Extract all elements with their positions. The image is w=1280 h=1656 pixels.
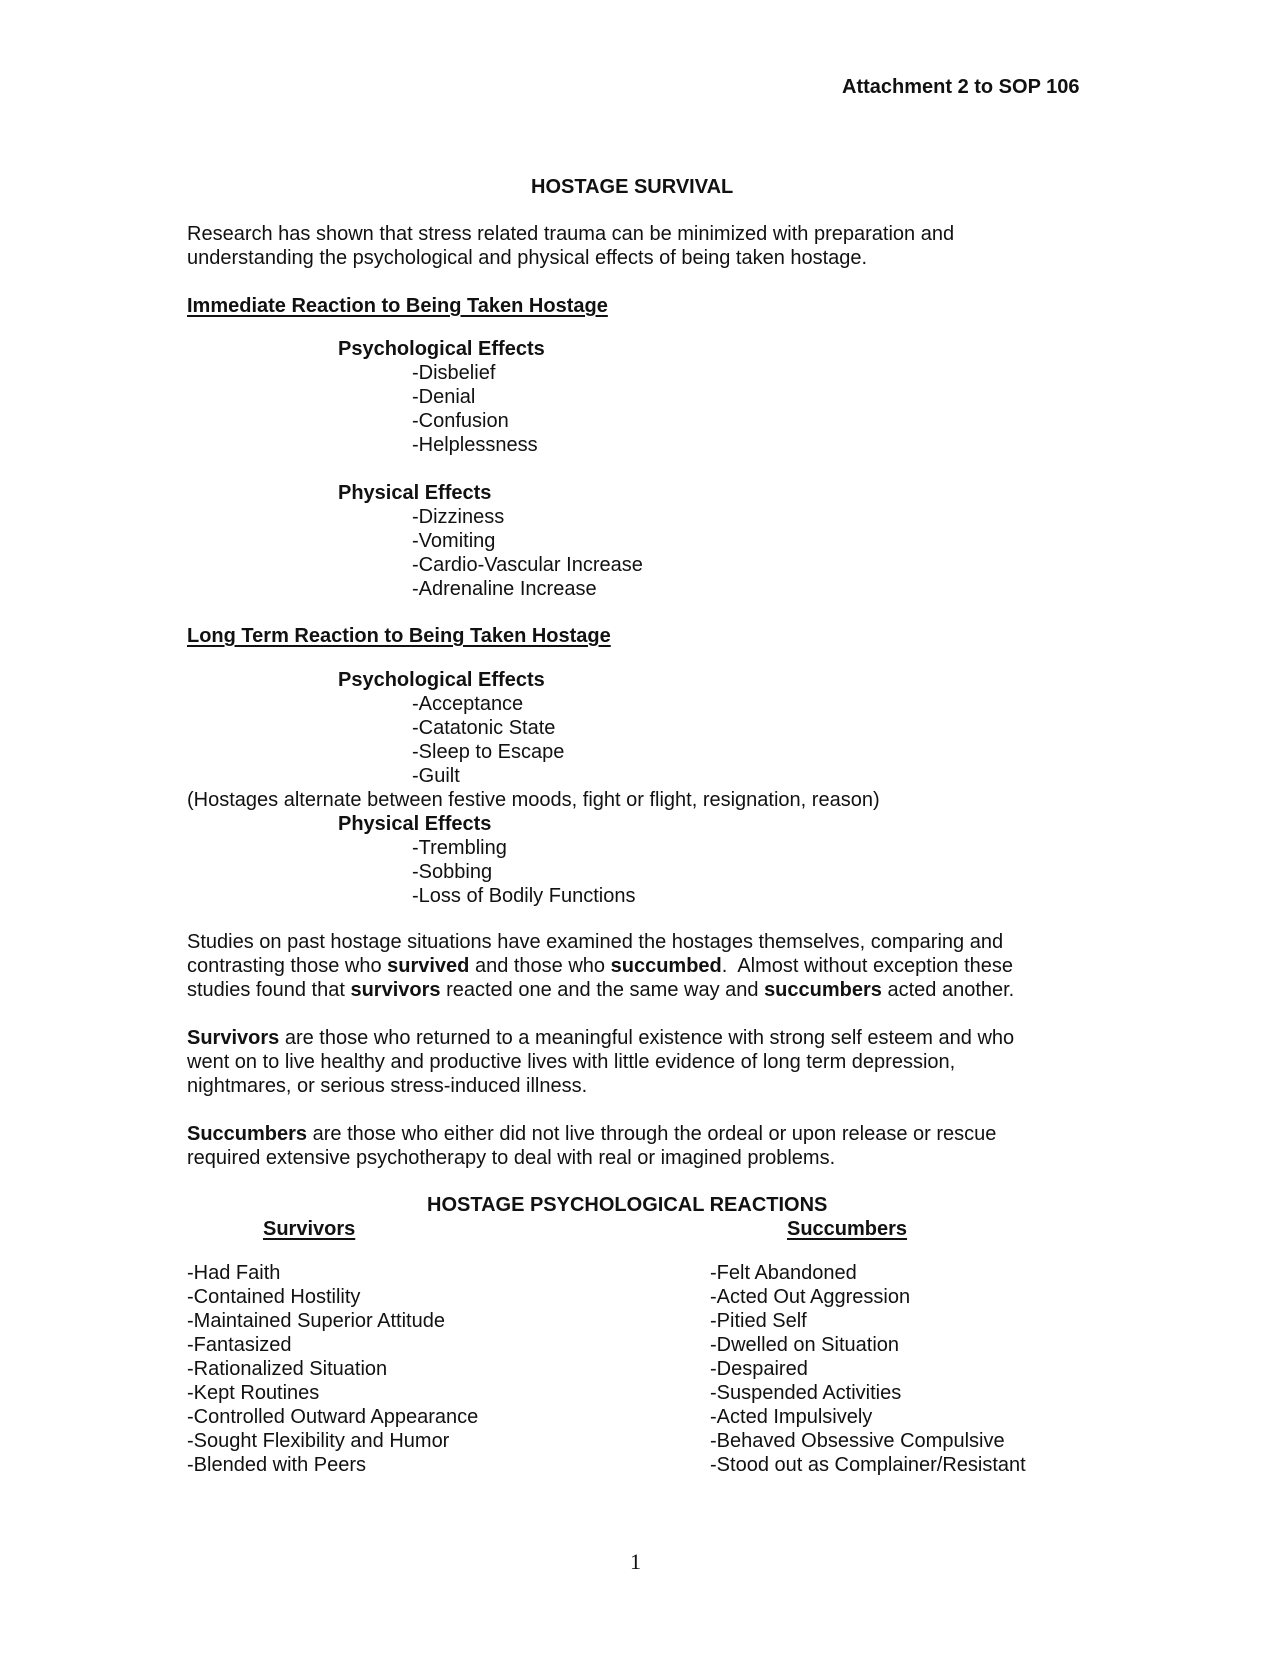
list-item: -Blended with Peers — [187, 1454, 366, 1476]
immediate-psych-heading: Psychological Effects — [338, 338, 545, 360]
list-item: -Loss of Bodily Functions — [412, 885, 636, 907]
longterm-phys-list — [412, 836, 635, 908]
list-item: -Acceptance — [412, 693, 524, 715]
immediate-phys-heading: Physical Effects — [338, 482, 492, 504]
list-item: -Kept Routines — [187, 1382, 320, 1404]
longterm-phys-heading: Physical Effects — [338, 813, 492, 835]
studies-line: Studies on past hostage situations have examined the hostages themselves, comparing and — [187, 931, 1004, 953]
intro-line: understanding the psychological and physical effects of being taken hostage. — [187, 247, 868, 269]
longterm-psych-heading: Psychological Effects — [338, 669, 545, 691]
list-item: -Acted Out Aggression — [710, 1286, 911, 1308]
list-item: -Sleep to Escape — [412, 741, 565, 763]
attachment-label: Attachment 2 to SOP 106 — [842, 76, 1080, 98]
definition-line: Survivors are those who returned to a meaningful existence with strong self esteem and who — [187, 1027, 1015, 1049]
list-item: -Despaired — [710, 1358, 808, 1380]
longterm-heading: Long Term Reaction to Being Taken Hostage — [187, 625, 611, 647]
list-item: -Vomiting — [412, 530, 496, 552]
list-item: -Felt Abandoned — [710, 1262, 857, 1284]
definition-line: Succumbers are those who either did not live through the ordeal or upon release or rescue — [187, 1123, 997, 1145]
list-item: -Helplessness — [412, 434, 538, 456]
list-item: -Acted Impulsively — [710, 1406, 873, 1428]
list-item: -Cardio-Vascular Increase — [412, 554, 643, 576]
list-item: -Fantasized — [187, 1334, 292, 1356]
immediate-phys-list — [412, 505, 643, 601]
list-item: -Dizziness — [412, 506, 505, 528]
studies-line: contrasting those who survived and those who succumbed. Almost without exception these — [187, 955, 1014, 977]
list-item: -Suspended Activities — [710, 1382, 902, 1404]
reactions-title: HOSTAGE PSYCHOLOGICAL REACTIONS — [427, 1194, 828, 1216]
definition-line: nightmares, or serious stress-induced illness. — [187, 1075, 588, 1097]
list-item: -Sought Flexibility and Humor — [187, 1430, 450, 1452]
immediate-heading: Immediate Reaction to Being Taken Hostage — [187, 295, 608, 317]
survivors-list — [187, 1261, 478, 1477]
page-title: HOSTAGE SURVIVAL — [531, 176, 734, 198]
definition-line: required extensive psychotherapy to deal with real or imagined problems. — [187, 1147, 836, 1169]
succumbers-heading: Succumbers — [787, 1218, 908, 1240]
longterm-note: (Hostages alternate between festive moods, fight or flight, resignation, reason) — [187, 789, 880, 811]
list-item: -Controlled Outward Appearance — [187, 1406, 479, 1428]
longterm-psych-list — [412, 692, 564, 788]
succumbers-definition — [187, 1122, 1067, 1170]
list-item: -Dwelled on Situation — [710, 1334, 900, 1356]
list-item: -Contained Hostility — [187, 1286, 361, 1308]
intro-line: Research has shown that stress related trauma can be minimized with preparation and — [187, 223, 955, 245]
survivors-heading: Survivors — [263, 1218, 356, 1240]
studies-line: studies found that survivors reacted one and the same way and succumbers acted another. — [187, 979, 1015, 1001]
list-item: -Stood out as Complainer/Resistant — [710, 1454, 1026, 1476]
list-item: -Behaved Obsessive Compulsive — [710, 1430, 1005, 1452]
immediate-psych-list — [412, 361, 538, 457]
list-item: -Pitied Self — [710, 1310, 807, 1332]
list-item: -Catatonic State — [412, 717, 556, 739]
studies-paragraph — [187, 930, 1067, 1002]
list-item: -Adrenaline Increase — [412, 578, 597, 600]
list-item: -Sobbing — [412, 861, 493, 883]
intro-paragraph — [187, 222, 1067, 270]
page-number: 1 — [630, 1549, 641, 1574]
list-item: -Disbelief — [412, 362, 496, 384]
definition-line: went on to live healthy and productive lives with little evidence of long term depression, — [187, 1051, 956, 1073]
list-item: -Denial — [412, 386, 476, 408]
list-item: -Had Faith — [187, 1262, 281, 1284]
list-item: -Maintained Superior Attitude — [187, 1310, 445, 1332]
succumbers-list — [710, 1261, 1026, 1477]
list-item: -Confusion — [412, 410, 509, 432]
list-item: -Rationalized Situation — [187, 1358, 388, 1380]
list-item: -Guilt — [412, 765, 460, 787]
list-item: -Trembling — [412, 837, 507, 859]
survivors-definition — [187, 1026, 1067, 1098]
